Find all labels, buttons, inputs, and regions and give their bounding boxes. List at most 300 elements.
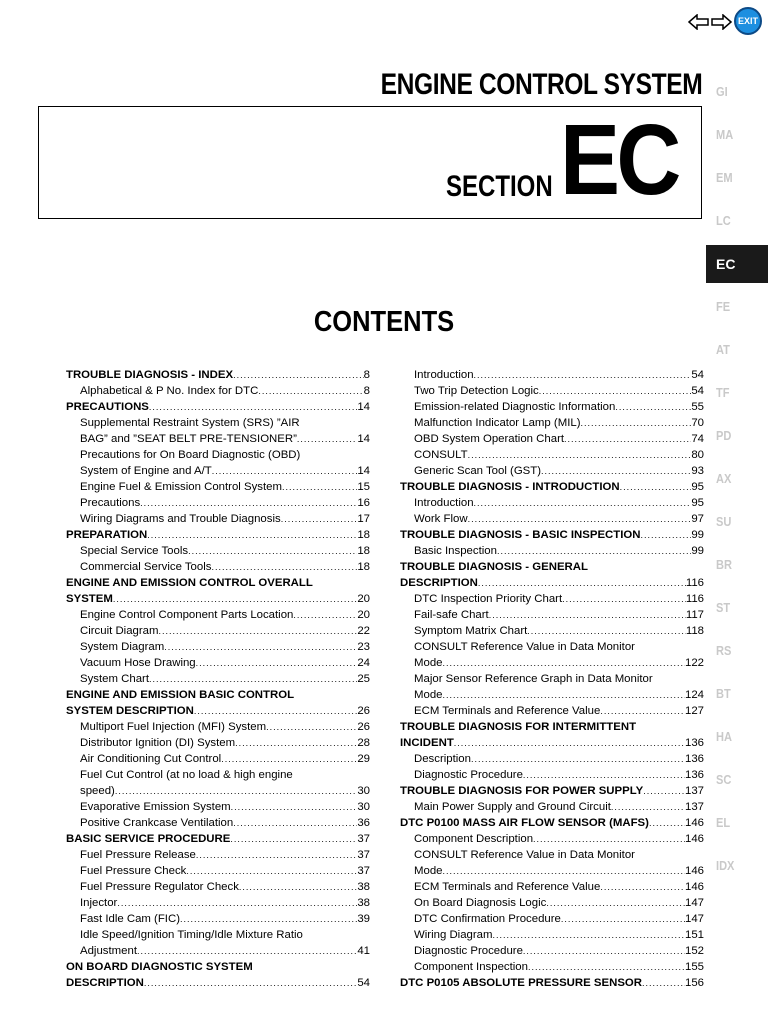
toc-entry[interactable] bbox=[66, 831, 370, 847]
toc-entry[interactable] bbox=[66, 383, 370, 399]
tab-tf[interactable]: TF bbox=[716, 385, 730, 400]
dot-leader bbox=[581, 415, 692, 431]
toc-entry-title: Vacuum Hose Drawing bbox=[80, 657, 196, 669]
toc-entry-title: Evaporative Emission System bbox=[80, 801, 231, 813]
dot-leader bbox=[564, 431, 691, 447]
toc-page-number: 54 bbox=[691, 369, 704, 381]
toc-entry-title: DTC Inspection Priority Chart bbox=[414, 593, 563, 605]
toc-entry-title: ECM Terminals and Reference Value bbox=[414, 705, 601, 717]
toc-entry-title: Idle Speed/Ignition Timing/Idle Mixture Ratio bbox=[80, 929, 303, 941]
dot-leader bbox=[642, 975, 685, 991]
toc-entry[interactable] bbox=[400, 895, 704, 911]
dot-leader bbox=[266, 719, 357, 735]
toc-page-number: 117 bbox=[685, 609, 704, 621]
toc-entry[interactable] bbox=[400, 671, 704, 687]
toc-entry-title: Diagnostic Procedure bbox=[414, 945, 523, 957]
dot-leader bbox=[620, 479, 692, 495]
toc-entry-title: Mode bbox=[414, 865, 443, 877]
dot-leader bbox=[643, 783, 685, 799]
toc-page-number: 38 bbox=[357, 897, 370, 909]
toc-entry-title: SYSTEM bbox=[66, 593, 113, 605]
toc-entry[interactable] bbox=[66, 799, 370, 815]
toc-entry[interactable] bbox=[400, 815, 704, 831]
dot-leader bbox=[523, 943, 685, 959]
toc-page-number: 14 bbox=[357, 465, 370, 477]
dot-leader bbox=[235, 735, 357, 751]
toc-page-number: 55 bbox=[691, 401, 704, 413]
toc-page-number: 152 bbox=[684, 945, 704, 957]
toc-entry[interactable] bbox=[66, 847, 370, 863]
toc-entry-title: Fuel Pressure Check bbox=[80, 865, 187, 877]
tab-bt[interactable]: BT bbox=[716, 686, 731, 701]
toc-entry[interactable] bbox=[66, 367, 370, 383]
tab-sc[interactable]: SC bbox=[716, 772, 732, 787]
toc-page-number: 38 bbox=[357, 881, 370, 893]
toc-page-number: 95 bbox=[691, 497, 704, 509]
toc-entry-title: Introduction bbox=[414, 497, 474, 509]
dot-leader bbox=[140, 495, 357, 511]
toc-page-number: 18 bbox=[357, 545, 370, 557]
dot-leader bbox=[471, 751, 685, 767]
toc-entry-title: OBD System Operation Chart bbox=[414, 433, 565, 445]
toc-entry-title: Precautions bbox=[80, 497, 141, 509]
toc-entry[interactable] bbox=[66, 671, 370, 687]
tab-ha[interactable]: HA bbox=[716, 729, 732, 744]
toc-page-number: 41 bbox=[357, 945, 370, 957]
section-label: SECTION bbox=[446, 170, 553, 203]
dot-leader bbox=[478, 575, 686, 591]
toc-entry[interactable] bbox=[66, 655, 370, 671]
toc-entry[interactable] bbox=[66, 911, 370, 927]
toc-entry-title: DTC Confirmation Procedure bbox=[414, 913, 561, 925]
toc-entry-title: TROUBLE DIAGNOSIS - INDEX bbox=[66, 369, 234, 381]
toc-entry-title: Symptom Matrix Chart bbox=[414, 625, 528, 637]
toc-page-number: 137 bbox=[684, 785, 704, 797]
tab-ax[interactable]: AX bbox=[716, 471, 732, 486]
toc-page-number: 8 bbox=[363, 369, 370, 381]
toc-page-number: 8 bbox=[363, 385, 370, 397]
toc-entry-title: Engine Fuel & Emission Control System bbox=[80, 481, 282, 493]
toc-page-number: 127 bbox=[684, 705, 704, 717]
dot-leader bbox=[137, 943, 357, 959]
toc-entry-title: INCIDENT bbox=[400, 737, 454, 749]
toc-entry[interactable] bbox=[400, 975, 704, 991]
dot-leader bbox=[546, 895, 685, 911]
toc-entry[interactable] bbox=[400, 511, 704, 527]
toc-page-number: 14 bbox=[357, 401, 370, 413]
toc-entry-title: Fail-safe Chart bbox=[414, 609, 489, 621]
back-arrow-icon[interactable] bbox=[688, 14, 710, 30]
toc-entry-title: Component Inspection bbox=[414, 961, 528, 973]
toc-entry-title: Wiring Diagram bbox=[414, 929, 493, 941]
toc-entry-title: Fuel Pressure Release bbox=[80, 849, 196, 861]
dot-leader bbox=[194, 703, 357, 719]
toc-entry-title: Wiring Diagrams and Trouble Diagnosis bbox=[80, 513, 281, 525]
toc-entry[interactable] bbox=[400, 719, 704, 735]
toc-entry[interactable] bbox=[66, 591, 370, 607]
toc-page-number: 136 bbox=[684, 753, 704, 765]
toc-entry[interactable] bbox=[400, 367, 704, 383]
forward-arrow-icon[interactable] bbox=[710, 14, 732, 30]
toc-entry-title: Supplemental Restraint System (SRS) ”AIR bbox=[80, 417, 300, 429]
tab-ma[interactable]: MA bbox=[716, 127, 734, 142]
toc-entry-title: TROUBLE DIAGNOSIS FOR POWER SUPPLY bbox=[400, 785, 644, 797]
toc-entry[interactable] bbox=[400, 655, 704, 671]
toc-entry[interactable] bbox=[400, 495, 704, 511]
toc-page-number: 39 bbox=[357, 913, 370, 925]
toc-entry-title: ENGINE AND EMISSION BASIC CONTROL bbox=[66, 689, 295, 701]
toc-entry[interactable] bbox=[66, 815, 370, 831]
toc-entry[interactable] bbox=[66, 479, 370, 495]
dot-leader bbox=[492, 927, 685, 943]
toc-entry-title: Mode bbox=[414, 657, 443, 669]
dot-leader bbox=[600, 703, 685, 719]
toc-page-number: 22 bbox=[357, 625, 370, 637]
toc-entry-title: PRECAUTIONS bbox=[66, 401, 149, 413]
toc-page-number: 20 bbox=[357, 609, 370, 621]
toc-page-number: 99 bbox=[691, 545, 704, 557]
toc-entry[interactable] bbox=[66, 543, 370, 559]
dot-leader bbox=[640, 527, 691, 543]
toc-page-number: 95 bbox=[691, 481, 704, 493]
toc-entry[interactable] bbox=[66, 463, 370, 479]
toc-entry[interactable] bbox=[400, 399, 704, 415]
toc-entry-title: Positive Crankcase Ventilation bbox=[80, 817, 234, 829]
toc-entry[interactable] bbox=[400, 783, 704, 799]
dot-leader bbox=[293, 607, 357, 623]
toc-entry[interactable] bbox=[66, 415, 370, 431]
dot-leader bbox=[523, 767, 685, 783]
toc-page-number: 37 bbox=[357, 865, 370, 877]
toc-entry-title: CONSULT Reference Value in Data Monitor bbox=[414, 849, 635, 861]
document-title: ENGINE CONTROL SYSTEM bbox=[380, 68, 702, 101]
toc-entry-title: BASIC SERVICE PROCEDURE bbox=[66, 833, 231, 845]
dot-leader bbox=[233, 367, 364, 383]
dot-leader bbox=[196, 847, 357, 863]
toc-entry[interactable] bbox=[400, 479, 704, 495]
toc-entry[interactable] bbox=[66, 959, 370, 975]
toc-entry[interactable] bbox=[400, 639, 704, 655]
toc-entry-title: speed) bbox=[80, 785, 115, 797]
toc-entry-title: DTC P0100 MASS AIR FLOW SENSOR (MAFS) bbox=[400, 817, 649, 829]
dot-leader bbox=[186, 863, 357, 879]
tab-lc[interactable]: LC bbox=[716, 213, 731, 228]
toc-entry-title: DESCRIPTION bbox=[66, 977, 144, 989]
tab-br[interactable]: BR bbox=[716, 557, 732, 572]
dot-leader bbox=[211, 559, 357, 575]
toc-entry[interactable] bbox=[400, 527, 704, 543]
dot-leader bbox=[149, 671, 357, 687]
toc-page-number: 25 bbox=[357, 673, 370, 685]
toc-entry-title: Alphabetical & P No. Index for DTC bbox=[80, 385, 259, 397]
toc-entry[interactable] bbox=[400, 943, 704, 959]
toc-entry-title: Engine Control Component Parts Location bbox=[80, 609, 294, 621]
toc-entry-title: Commercial Service Tools bbox=[80, 561, 212, 573]
toc-entry[interactable] bbox=[66, 575, 370, 591]
toc-entry-title: Distributor Ignition (DI) System bbox=[80, 737, 236, 749]
dot-leader bbox=[230, 831, 357, 847]
toc-page-number: 146 bbox=[684, 881, 704, 893]
dot-leader bbox=[474, 367, 692, 383]
toc-entry[interactable] bbox=[66, 783, 370, 799]
toc-entry-title: Two Trip Detection Logic bbox=[414, 385, 539, 397]
toc-page-number: 93 bbox=[691, 465, 704, 477]
toc-entry-title: ENGINE AND EMISSION CONTROL OVERALL bbox=[66, 577, 313, 589]
toc-page-number: 28 bbox=[357, 737, 370, 749]
toc-entry-title: ECM Terminals and Reference Value bbox=[414, 881, 601, 893]
toc-entry[interactable] bbox=[400, 687, 704, 703]
toc-page-number: 156 bbox=[684, 977, 704, 989]
toc-entry-title: CONSULT bbox=[414, 449, 468, 461]
toc-page-number: 146 bbox=[684, 865, 704, 877]
dot-leader bbox=[443, 863, 685, 879]
dot-leader bbox=[117, 895, 357, 911]
page-navigation bbox=[688, 6, 764, 38]
toc-entry[interactable] bbox=[66, 527, 370, 543]
contents-heading: CONTENTS bbox=[313, 306, 455, 338]
dot-leader bbox=[527, 623, 686, 639]
dot-leader bbox=[562, 591, 686, 607]
toc-entry-title: TROUBLE DIAGNOSIS - BASIC INSPECTION bbox=[400, 529, 641, 541]
section-code: EC bbox=[560, 104, 678, 216]
toc-entry-title: System Chart bbox=[80, 673, 149, 685]
toc-entry[interactable] bbox=[400, 559, 704, 575]
dot-leader bbox=[539, 383, 692, 399]
toc-page-number: 20 bbox=[357, 593, 370, 605]
tab-su[interactable]: SU bbox=[716, 514, 732, 529]
toc-entry-title: Description bbox=[414, 753, 471, 765]
toc-entry[interactable] bbox=[400, 607, 704, 623]
toc-entry[interactable] bbox=[400, 383, 704, 399]
toc-entry-title: Air Conditioning Cut Control bbox=[80, 753, 222, 765]
toc-entry[interactable] bbox=[66, 607, 370, 623]
dot-leader bbox=[297, 431, 357, 447]
tab-fe[interactable]: FE bbox=[716, 299, 731, 314]
toc-entry-title: Fuel Pressure Regulator Check bbox=[80, 881, 239, 893]
toc-entry[interactable] bbox=[400, 575, 704, 591]
tab-pd[interactable]: PD bbox=[716, 428, 732, 443]
toc-page-number: 151 bbox=[684, 929, 704, 941]
toc-page-number: 116 bbox=[685, 577, 704, 589]
toc-page-number: 147 bbox=[684, 913, 704, 925]
toc-entry-title: System Diagram bbox=[80, 641, 165, 653]
dot-leader bbox=[468, 511, 692, 527]
toc-entry[interactable] bbox=[66, 431, 370, 447]
toc-entry-title: Mode bbox=[414, 689, 443, 701]
toc-entry-title: PREPARATION bbox=[66, 529, 148, 541]
toc-page-number: 54 bbox=[691, 385, 704, 397]
tab-ec[interactable]: EC bbox=[706, 245, 768, 283]
toc-entry[interactable] bbox=[66, 703, 370, 719]
toc-entry[interactable] bbox=[66, 927, 370, 943]
dot-leader bbox=[231, 799, 358, 815]
toc-entry[interactable] bbox=[400, 831, 704, 847]
dot-leader bbox=[212, 463, 358, 479]
toc-page-number: 18 bbox=[357, 561, 370, 573]
dot-leader bbox=[600, 879, 685, 895]
tab-el[interactable]: EL bbox=[716, 815, 731, 830]
dot-leader bbox=[196, 655, 358, 671]
toc-entry[interactable] bbox=[66, 767, 370, 783]
toc-entry[interactable] bbox=[400, 799, 704, 815]
dot-leader bbox=[158, 623, 357, 639]
toc-page-number: 124 bbox=[684, 689, 704, 701]
toc-entry[interactable] bbox=[66, 511, 370, 527]
toc-entry[interactable] bbox=[400, 447, 704, 463]
toc-right-column bbox=[400, 367, 704, 991]
toc-page-number: 147 bbox=[684, 897, 704, 909]
toc-page-number: 116 bbox=[685, 593, 704, 605]
toc-entry-title: Main Power Supply and Ground Circuit bbox=[414, 801, 611, 813]
toc-page-number: 18 bbox=[357, 529, 370, 541]
tab-rs[interactable]: RS bbox=[716, 643, 732, 658]
tab-gi[interactable]: GI bbox=[716, 84, 728, 99]
dot-leader bbox=[489, 607, 686, 623]
toc-entry[interactable] bbox=[400, 431, 704, 447]
toc-entry-title: CONSULT Reference Value in Data Monitor bbox=[414, 641, 635, 653]
toc-entry[interactable] bbox=[66, 975, 370, 991]
dot-leader bbox=[188, 543, 357, 559]
toc-page-number: 146 bbox=[684, 817, 704, 829]
toc-entry-title: System of Engine and A/T bbox=[80, 465, 212, 477]
toc-entry[interactable] bbox=[400, 463, 704, 479]
dot-leader bbox=[149, 399, 357, 415]
tab-st[interactable]: ST bbox=[716, 600, 731, 615]
toc-page-number: 118 bbox=[685, 625, 704, 637]
toc-page-number: 17 bbox=[357, 513, 370, 525]
toc-entry-title: Work Flow bbox=[414, 513, 468, 525]
toc-entry[interactable] bbox=[400, 735, 704, 751]
toc-entry[interactable] bbox=[66, 559, 370, 575]
toc-entry[interactable] bbox=[66, 623, 370, 639]
toc-entry-title: SYSTEM DESCRIPTION bbox=[66, 705, 194, 717]
toc-entry-title: Injector bbox=[80, 897, 118, 909]
toc-entry[interactable] bbox=[66, 447, 370, 463]
toc-entry[interactable] bbox=[66, 895, 370, 911]
toc-entry[interactable] bbox=[66, 943, 370, 959]
dot-leader bbox=[147, 527, 357, 543]
dot-leader bbox=[239, 879, 357, 895]
toc-entry-title: TROUBLE DIAGNOSIS - GENERAL bbox=[400, 561, 588, 573]
toc-entry[interactable] bbox=[400, 879, 704, 895]
toc-page-number: 14 bbox=[357, 433, 370, 445]
toc-entry[interactable] bbox=[400, 703, 704, 719]
toc-page-number: 74 bbox=[691, 433, 704, 445]
toc-entry-title: Major Sensor Reference Graph in Data Monitor bbox=[414, 673, 653, 685]
toc-page-number: 15 bbox=[357, 481, 370, 493]
toc-entry[interactable] bbox=[66, 399, 370, 415]
toc-page-number: 136 bbox=[684, 737, 704, 749]
toc-entry-title: DESCRIPTION bbox=[400, 577, 478, 589]
toc-entry[interactable] bbox=[66, 735, 370, 751]
toc-page-number: 54 bbox=[357, 977, 370, 989]
toc-entry[interactable] bbox=[400, 847, 704, 863]
dot-leader bbox=[282, 479, 357, 495]
toc-page-number: 37 bbox=[357, 833, 370, 845]
toc-entry-title: Introduction bbox=[414, 369, 474, 381]
toc-left-column bbox=[66, 367, 370, 991]
dot-leader bbox=[258, 383, 363, 399]
dot-leader bbox=[497, 543, 691, 559]
toc-page-number: 122 bbox=[684, 657, 704, 669]
dot-leader bbox=[561, 911, 685, 927]
toc-entry-title: Malfunction Indicator Lamp (MIL) bbox=[414, 417, 581, 429]
dot-leader bbox=[164, 639, 357, 655]
toc-entry-title: Generic Scan Tool (GST) bbox=[414, 465, 542, 477]
toc-page-number: 16 bbox=[357, 497, 370, 509]
toc-entry[interactable] bbox=[400, 623, 704, 639]
toc-entry[interactable] bbox=[66, 863, 370, 879]
dot-leader bbox=[443, 655, 685, 671]
toc-page-number: 80 bbox=[691, 449, 704, 461]
toc-entry[interactable] bbox=[400, 751, 704, 767]
toc-page-number: 37 bbox=[357, 849, 370, 861]
toc-entry[interactable] bbox=[400, 543, 704, 559]
tab-em[interactable]: EM bbox=[716, 170, 733, 185]
toc-page-number: 29 bbox=[357, 753, 370, 765]
dot-leader bbox=[113, 591, 357, 607]
dot-leader bbox=[233, 815, 357, 831]
toc-page-number: 70 bbox=[691, 417, 704, 429]
toc-page-number: 155 bbox=[684, 961, 704, 973]
toc-page-number: 99 bbox=[691, 529, 704, 541]
tab-at[interactable]: AT bbox=[716, 342, 730, 357]
toc-entry[interactable] bbox=[400, 767, 704, 783]
toc-entry[interactable] bbox=[66, 719, 370, 735]
dot-leader bbox=[615, 399, 691, 415]
toc-page-number: 36 bbox=[357, 817, 370, 829]
tab-idx[interactable]: IDX bbox=[716, 858, 735, 873]
dot-leader bbox=[528, 959, 685, 975]
dot-leader bbox=[115, 783, 357, 799]
dot-leader bbox=[144, 975, 357, 991]
toc-entry-title: DTC P0105 ABSOLUTE PRESSURE SENSOR bbox=[400, 977, 643, 989]
toc-entry-title: Special Service Tools bbox=[80, 545, 189, 557]
toc-entry[interactable] bbox=[400, 863, 704, 879]
exit-button[interactable]: EXIT bbox=[734, 7, 762, 35]
toc-page-number: 97 bbox=[691, 513, 704, 525]
toc-entry[interactable] bbox=[66, 687, 370, 703]
dot-leader bbox=[454, 735, 685, 751]
toc-entry[interactable] bbox=[66, 879, 370, 895]
toc-entry-title: Circuit Diagram bbox=[80, 625, 159, 637]
toc-page-number: 137 bbox=[684, 801, 704, 813]
toc-page-number: 26 bbox=[357, 705, 370, 717]
toc-page-number: 26 bbox=[357, 721, 370, 733]
toc-entry-title: Fast Idle Cam (FIC) bbox=[80, 913, 180, 925]
dot-leader bbox=[468, 447, 692, 463]
toc-entry-title: Diagnostic Procedure bbox=[414, 769, 523, 781]
toc-entry-title: TROUBLE DIAGNOSIS - INTRODUCTION bbox=[400, 481, 620, 493]
toc-page-number: 30 bbox=[357, 801, 370, 813]
dot-leader bbox=[611, 799, 685, 815]
toc-page-number: 146 bbox=[684, 833, 704, 845]
toc-entry[interactable] bbox=[66, 639, 370, 655]
toc-entry[interactable] bbox=[400, 927, 704, 943]
toc-page-number: 24 bbox=[357, 657, 370, 669]
toc-entry-title: Adjustment bbox=[80, 945, 137, 957]
toc-entry[interactable] bbox=[400, 959, 704, 975]
toc-page-number: 30 bbox=[357, 785, 370, 797]
toc-entry[interactable] bbox=[66, 495, 370, 511]
toc-entry[interactable] bbox=[66, 751, 370, 767]
toc-entry[interactable] bbox=[400, 415, 704, 431]
toc-entry-title: Multiport Fuel Injection (MFI) System bbox=[80, 721, 267, 733]
dot-leader bbox=[533, 831, 685, 847]
toc-entry-title: BAG” and ”SEAT BELT PRE-TENSIONER” bbox=[80, 433, 297, 445]
toc-entry[interactable] bbox=[400, 911, 704, 927]
toc-entry[interactable] bbox=[400, 591, 704, 607]
